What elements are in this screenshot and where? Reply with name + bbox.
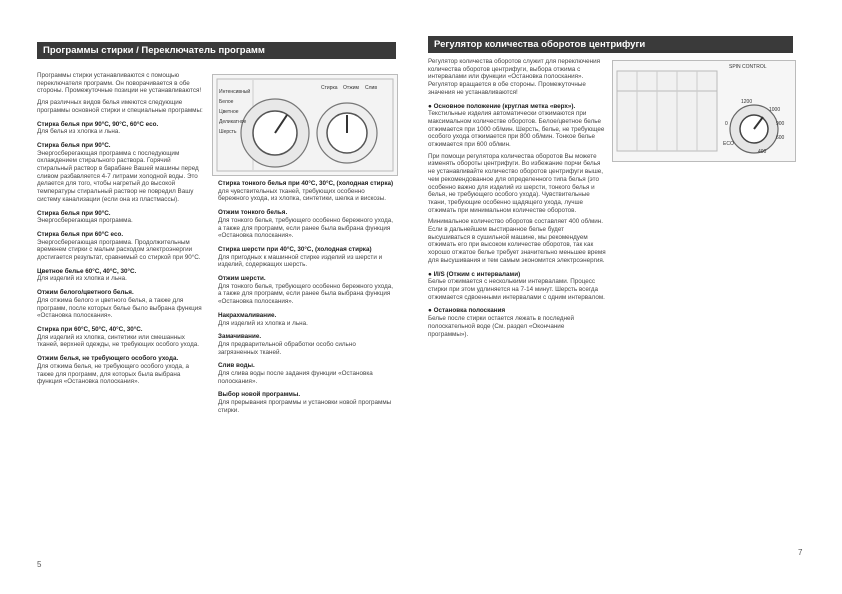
- paragraph: Для белья из хлопка и льна.: [37, 128, 121, 136]
- right-column: [428, 58, 606, 342]
- paragraph: для чувствительных тканей, требующих особенно бережного ухода, из хлопка, синтетики, шелка и вискозы.: [218, 187, 386, 203]
- paragraph: При помощи регулятора количества оборотов Вы можете изменять обороты центрифуги. Во избежание порчи белья не устанавливайте количество оборотов центрифуги выше, чем рекомендованное для определенного типа белья (это особенно важно для изделий из шерсти, тонкого белья и белья, не требующего особого ухода). Чувствительные ткани, требующие особенно щадящего ухода, лучше отжимать при минимальном количестве оборотов.: [428, 152, 604, 214]
- paragraph: Для прерывания программы и установки новой программы стирки.: [218, 399, 392, 414]
- paragraph: Для изделий из хлопка, синтетики или смешанных тканей, верхней одежды, не требующих особого ухода.: [37, 333, 199, 349]
- dial-label: Шерсть: [219, 129, 237, 135]
- left-column-2: [218, 180, 394, 419]
- dial-label: Слив: [365, 85, 377, 91]
- heading: Отжим белого/цветного белья.: [37, 289, 134, 297]
- spin-panel-label: SPIN CONTROL: [729, 64, 767, 70]
- spin-control-illustration: [612, 60, 796, 162]
- left-column-1: [37, 72, 207, 390]
- paragraph: Для отжима белья, не требующего особого ухода, а также для программ, для которых была выбрана функция «Остановка полоскания».: [37, 362, 189, 386]
- bullet-heading: ● Основное положение (круглая метка «верх»).: [428, 102, 576, 110]
- paragraph: Для тонкого белья, требующего особенно бережного ухода, а также для программ, если ранее была выбрана функция «Остановка полоскания».: [218, 282, 394, 306]
- heading: Стирка белья при 60°C eco.: [37, 230, 124, 238]
- heading: Стирка белья при 90°C, 90°C, 60°C eco.: [37, 120, 159, 128]
- spin-value-label: 1200: [741, 99, 753, 105]
- heading: Выбор новой программы.: [218, 391, 301, 399]
- paragraph: Для пригодных к машинной стирке изделий из шерсти и изделий, содержащих шерсть.: [218, 253, 383, 269]
- heading: Стирка белья при 90°C.: [37, 209, 111, 217]
- dial-label: Стирка: [321, 85, 338, 91]
- paragraph: Для тонкого белья, требующего особенно бережного ухода, а также для программ, если ранее была выбрана функция «Остановка полоскания».: [218, 216, 394, 240]
- dial-label: Цветное: [219, 109, 239, 115]
- spin-value-label: ECO: [723, 141, 734, 147]
- left-page-banner: Программы стирки / Переключатель программ: [37, 42, 396, 59]
- paragraph: Для слива воды после задания функции «Остановка полоскания».: [218, 370, 373, 385]
- spin-value-label: 0: [725, 121, 728, 127]
- paragraph: Для предварительной обработки особо сильно загрязненных тканей.: [218, 340, 356, 356]
- heading: Стирка при 60°C, 50°C, 40°C, 30°C.: [37, 325, 143, 333]
- bullet-heading: ● I/I/S (Отжим с интервалами): [428, 270, 521, 278]
- heading: Стирка тонкого белья при 40°C, 30°C, (холодная стирка): [218, 180, 394, 187]
- dial-label: Отжим: [343, 85, 359, 91]
- heading: Замачивание.: [218, 333, 262, 341]
- paragraph: Минимальное количество оборотов составляет 400 об/мин. Если в дальнейшем выстиранное белье будет высушиваться в сушильной машине, мы рекомендуем отжимать его при высоком количестве оборотов, так как хорошо отжатое белье требует значительно меньшее время для высушивания и тем самым экономится электроэнергия.: [428, 218, 606, 264]
- right-page-banner: Регулятор количества оборотов центрифуги: [428, 36, 793, 53]
- dial-label: Деликатное: [219, 119, 247, 125]
- paragraph: Для различных видов белья имеются следующие программы основной стирки и специальные программы:: [37, 99, 203, 114]
- bullet-heading: ● Остановка полоскания: [428, 307, 506, 315]
- spin-value-label: 900: [776, 121, 785, 127]
- paragraph: Программы стирки устанавливаются с помощью переключателя программ. Он поворачивается в обе стороны. Промежуточные позиции не устанавливаются!: [37, 72, 202, 95]
- dial-label: Белое: [219, 99, 234, 105]
- heading: Слив воды.: [218, 362, 255, 370]
- spin-value-label: 1000: [769, 107, 781, 113]
- spin-value-label: 400: [758, 149, 767, 155]
- dial-label: Интенсивный: [219, 89, 251, 95]
- heading: Стирка белья при 90°C.: [37, 141, 111, 149]
- left-page-number: 5: [37, 560, 42, 569]
- paragraph: Белье после стирки остается лежать в последней полоскательной воде (См. раздел «Окончание программы»).: [428, 315, 575, 338]
- paragraph: Энергосберегающая программа с последующим охлаждением стирального раствора. Горячий стиральный раствор в барабане Вашей машины перед сливом разбавляется 4-7 литрами холодной воды. Это делается для того, чтобы нагретый до высокой температуры стиральный раствор не повредил Вашу систему канализации (если она из пластмассы).: [37, 149, 199, 203]
- heading: Цветное белье 60°C, 40°C, 30°C.: [37, 267, 137, 275]
- paragraph: Белье отжимается с несколькими интервалами. Процесс стирки при этом удлиняется на 7-14 минут. Шерсть всегда отжимается сдвоенными интервалами с одним интервалом.: [428, 278, 605, 301]
- heading: Отжим тонкого белья.: [218, 209, 288, 217]
- paragraph: Энергосберегающая программа.: [37, 217, 133, 225]
- paragraph: Для изделий из хлопка и льна.: [37, 275, 127, 283]
- heading: Отжим белья, не требующего особого ухода.: [37, 355, 179, 363]
- paragraph: Для отжима белого и цветного белья, а также для программ, после которых белье было выбрана функция «Остановка полоскания».: [37, 296, 202, 320]
- program-selector-illustration: [212, 74, 398, 176]
- paragraph: Для изделий из хлопка и льна.: [218, 319, 308, 327]
- spin-value-label: 600: [776, 135, 785, 141]
- heading: Стирка шерсти при 40°C, 30°C, (холодная стирка): [218, 245, 372, 253]
- heading: Отжим шерсти.: [218, 275, 266, 283]
- spin-dial-drawing: [613, 61, 795, 161]
- paragraph: Текстильные изделия автоматически отжимаются при максимальном количестве оборотов. Белое/цветное белье отжимается при 1000 об/мин. Шерсть, белье, не требующее особого ухода отжимается при 800 об/мин. Тонкое белье отжимается при 600 об/мин.: [428, 110, 605, 149]
- right-page-number: 7: [798, 548, 803, 557]
- heading: Накрахмаливание.: [218, 311, 277, 319]
- paragraph: Энергосберегающая программа. Продолжительным временем стирки с малым расходом электроэнергии достигается результат, сравнимый со стиркой при 90°C.: [37, 238, 201, 262]
- paragraph: Регулятор количества оборотов служит для переключения количества оборотов центрифуги, выбора отжима с интервалами или функции «Остановка полоскания». Регулятор вращается в обе стороны. Промежуточные значения не устанавливаются!: [428, 58, 601, 96]
